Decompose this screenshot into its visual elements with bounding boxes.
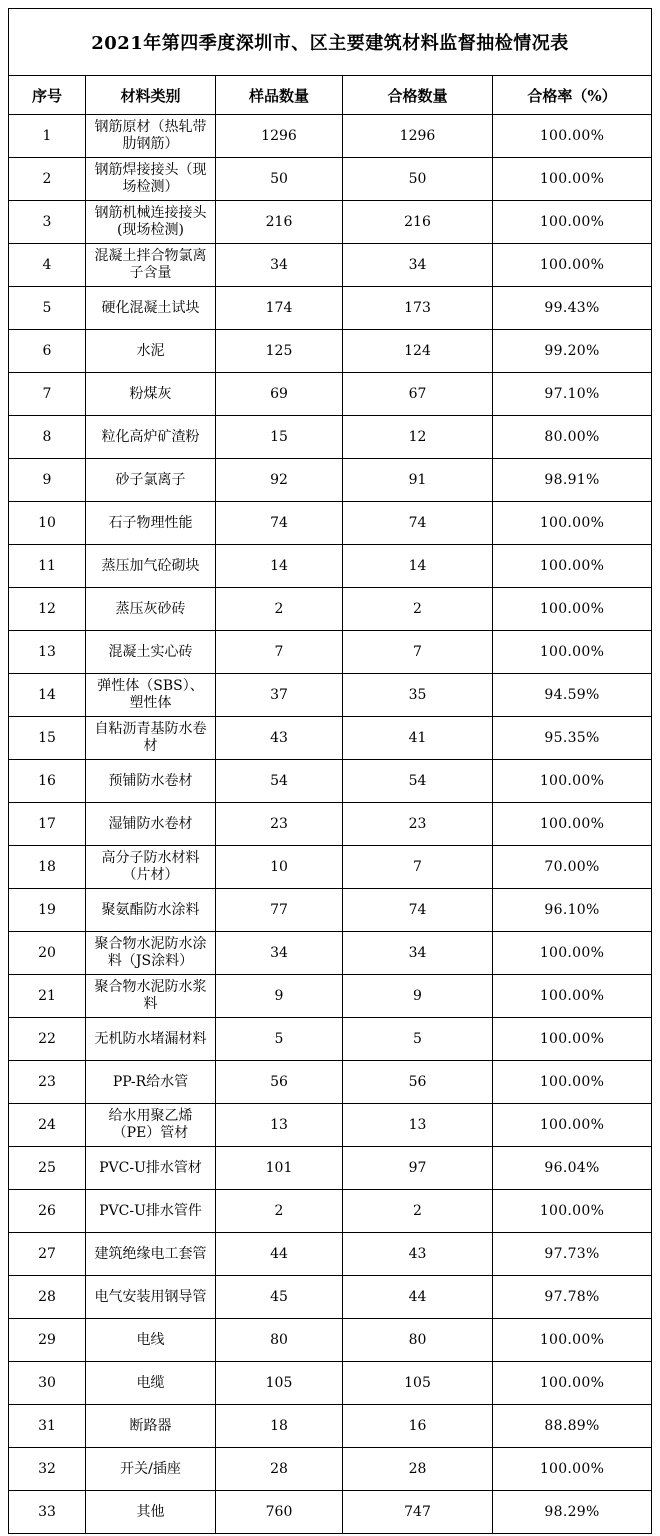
category-cell: 聚氨酯防水涂料 [86,889,216,932]
pass-rate-cell: 100.00% [493,631,652,674]
category-cell: 电线 [86,1319,216,1362]
table-row [9,1233,652,1276]
row-number-cell: 6 [9,330,86,373]
pass-rate-cell: 99.20% [493,330,652,373]
table-row [9,760,652,803]
sample-count-cell: 37 [216,674,343,717]
row-number-cell: 31 [9,1405,86,1448]
pass-rate-cell: 100.00% [493,1362,652,1405]
sample-count-cell: 174 [216,287,343,330]
table-row [9,1448,652,1491]
table-row [9,1276,652,1319]
row-number-cell: 9 [9,459,86,502]
table-row [9,717,652,760]
category-cell: 粉煤灰 [86,373,216,416]
table-row [9,1147,652,1190]
qualified-count-cell: 23 [343,803,493,846]
row-number-cell: 25 [9,1147,86,1190]
pass-rate-cell: 94.59% [493,674,652,717]
row-number-cell: 21 [9,975,86,1018]
inspection-table [8,8,652,1534]
category-cell: PVC-U排水管材 [86,1147,216,1190]
qualified-count-cell: 12 [343,416,493,459]
pass-rate-cell: 100.00% [493,932,652,975]
category-cell: 钢筋原材（热轧带肋钢筋） [86,115,216,158]
category-cell: 钢筋机械连接接头(现场检测) [86,201,216,244]
sample-count-cell: 105 [216,1362,343,1405]
category-cell: 电缆 [86,1362,216,1405]
pass-rate-cell: 97.10% [493,373,652,416]
row-number-cell: 27 [9,1233,86,1276]
pass-rate-cell: 98.29% [493,1491,652,1534]
table-row [9,1190,652,1233]
pass-rate-cell: 100.00% [493,1319,652,1362]
table-body [9,115,652,1534]
qualified-count-cell: 50 [343,158,493,201]
row-number-cell: 26 [9,1190,86,1233]
qualified-count-cell: 43 [343,1233,493,1276]
header-sample-count: 样品数量 [216,76,343,115]
row-number-cell: 10 [9,502,86,545]
sample-count-cell: 45 [216,1276,343,1319]
table-row [9,975,652,1018]
row-number-cell: 11 [9,545,86,588]
category-cell: 高分子防水材料（片材） [86,846,216,889]
sample-count-cell: 56 [216,1061,343,1104]
qualified-count-cell: 91 [343,459,493,502]
qualified-count-cell: 54 [343,760,493,803]
pass-rate-cell: 100.00% [493,1190,652,1233]
category-cell: 给水用聚乙烯（PE）管材 [86,1104,216,1147]
qualified-count-cell: 74 [343,502,493,545]
header-qualified-count: 合格数量 [343,76,493,115]
table-row [9,1362,652,1405]
row-number-cell: 14 [9,674,86,717]
row-number-cell: 7 [9,373,86,416]
row-number-cell: 4 [9,244,86,287]
sample-count-cell: 216 [216,201,343,244]
sample-count-cell: 2 [216,1190,343,1233]
table-row [9,631,652,674]
row-number-cell: 15 [9,717,86,760]
table-row [9,158,652,201]
table-row [9,1104,652,1147]
qualified-count-cell: 67 [343,373,493,416]
pass-rate-cell: 100.00% [493,1448,652,1491]
qualified-count-cell: 34 [343,244,493,287]
sample-count-cell: 15 [216,416,343,459]
qualified-count-cell: 9 [343,975,493,1018]
row-number-cell: 19 [9,889,86,932]
sample-count-cell: 34 [216,244,343,287]
sample-count-cell: 2 [216,588,343,631]
category-cell: 其他 [86,1491,216,1534]
sample-count-cell: 74 [216,502,343,545]
table-row [9,201,652,244]
row-number-cell: 16 [9,760,86,803]
pass-rate-cell: 96.04% [493,1147,652,1190]
qualified-count-cell: 28 [343,1448,493,1491]
sample-count-cell: 77 [216,889,343,932]
category-cell: 蒸压加气砼砌块 [86,545,216,588]
sample-count-cell: 125 [216,330,343,373]
table-row [9,545,652,588]
pass-rate-cell: 98.91% [493,459,652,502]
sample-count-cell: 760 [216,1491,343,1534]
table-row [9,287,652,330]
table-row [9,459,652,502]
qualified-count-cell: 44 [343,1276,493,1319]
title-row [9,9,652,76]
row-number-cell: 32 [9,1448,86,1491]
category-cell: 开关/插座 [86,1448,216,1491]
qualified-count-cell: 74 [343,889,493,932]
pass-rate-cell: 100.00% [493,1104,652,1147]
qualified-count-cell: 1296 [343,115,493,158]
table-row [9,502,652,545]
sample-count-cell: 50 [216,158,343,201]
pass-rate-cell: 97.73% [493,1233,652,1276]
table-row [9,115,652,158]
qualified-count-cell: 105 [343,1362,493,1405]
header-pass-rate: 合格率（%） [493,76,652,115]
qualified-count-cell: 56 [343,1061,493,1104]
table-row [9,932,652,975]
table-row [9,244,652,287]
qualified-count-cell: 34 [343,932,493,975]
category-cell: 建筑绝缘电工套管 [86,1233,216,1276]
table-row [9,1319,652,1362]
pass-rate-cell: 70.00% [493,846,652,889]
sample-count-cell: 92 [216,459,343,502]
pass-rate-cell: 100.00% [493,760,652,803]
sample-count-cell: 18 [216,1405,343,1448]
pass-rate-cell: 100.00% [493,588,652,631]
qualified-count-cell: 16 [343,1405,493,1448]
sample-count-cell: 34 [216,932,343,975]
category-cell: 钢筋焊接接头（现场检测） [86,158,216,201]
category-cell: 混凝土拌合物氯离子含量 [86,244,216,287]
pass-rate-cell: 100.00% [493,201,652,244]
category-cell: PVC-U排水管件 [86,1190,216,1233]
qualified-count-cell: 7 [343,631,493,674]
row-number-cell: 2 [9,158,86,201]
pass-rate-cell: 100.00% [493,975,652,1018]
qualified-count-cell: 5 [343,1018,493,1061]
row-number-cell: 23 [9,1061,86,1104]
category-cell: 断路器 [86,1405,216,1448]
qualified-count-cell: 2 [343,588,493,631]
row-number-cell: 24 [9,1104,86,1147]
pass-rate-cell: 100.00% [493,158,652,201]
qualified-count-cell: 80 [343,1319,493,1362]
sample-count-cell: 5 [216,1018,343,1061]
sample-count-cell: 101 [216,1147,343,1190]
qualified-count-cell: 173 [343,287,493,330]
row-number-cell: 5 [9,287,86,330]
category-cell: 混凝土实心砖 [86,631,216,674]
table-row [9,846,652,889]
table-row [9,889,652,932]
sample-count-cell: 54 [216,760,343,803]
qualified-count-cell: 35 [343,674,493,717]
pass-rate-cell: 95.35% [493,717,652,760]
category-cell: 硬化混凝土试块 [86,287,216,330]
row-number-cell: 28 [9,1276,86,1319]
sample-count-cell: 69 [216,373,343,416]
row-number-cell: 22 [9,1018,86,1061]
row-number-cell: 33 [9,1491,86,1534]
row-number-cell: 20 [9,932,86,975]
sample-count-cell: 23 [216,803,343,846]
table-row [9,373,652,416]
header-category: 材料类别 [86,76,216,115]
sample-count-cell: 44 [216,1233,343,1276]
sample-count-cell: 13 [216,1104,343,1147]
category-cell: 自粘沥青基防水卷材 [86,717,216,760]
row-number-cell: 13 [9,631,86,674]
category-cell: 砂子氯离子 [86,459,216,502]
table-row [9,330,652,373]
table-row [9,416,652,459]
qualified-count-cell: 97 [343,1147,493,1190]
pass-rate-cell: 100.00% [493,115,652,158]
category-cell: 弹性体（SBS）、塑性体 [86,674,216,717]
qualified-count-cell: 216 [343,201,493,244]
qualified-count-cell: 7 [343,846,493,889]
pass-rate-cell: 100.00% [493,803,652,846]
category-cell: 预铺防水卷材 [86,760,216,803]
table-row [9,1405,652,1448]
pass-rate-cell: 100.00% [493,244,652,287]
category-cell: 粒化高炉矿渣粉 [86,416,216,459]
category-cell: 聚合物水泥防水涂料（JS涂料） [86,932,216,975]
row-number-cell: 18 [9,846,86,889]
category-cell: 蒸压灰砂砖 [86,588,216,631]
row-number-cell: 29 [9,1319,86,1362]
sample-count-cell: 14 [216,545,343,588]
table-row [9,803,652,846]
category-cell: 聚合物水泥防水浆料 [86,975,216,1018]
pass-rate-cell: 88.89% [493,1405,652,1448]
category-cell: 电气安装用钢导管 [86,1276,216,1319]
category-cell: PP-R给水管 [86,1061,216,1104]
qualified-count-cell: 124 [343,330,493,373]
qualified-count-cell: 14 [343,545,493,588]
sample-count-cell: 9 [216,975,343,1018]
qualified-count-cell: 41 [343,717,493,760]
pass-rate-cell: 99.43% [493,287,652,330]
pass-rate-cell: 96.10% [493,889,652,932]
sample-count-cell: 28 [216,1448,343,1491]
qualified-count-cell: 2 [343,1190,493,1233]
pass-rate-cell: 80.00% [493,416,652,459]
sample-count-cell: 10 [216,846,343,889]
row-number-cell: 30 [9,1362,86,1405]
sample-count-cell: 43 [216,717,343,760]
row-number-cell: 8 [9,416,86,459]
table-title: 2021年第四季度深圳市、区主要建筑材料监督抽检情况表 [9,9,652,76]
row-number-cell: 3 [9,201,86,244]
table-row [9,1061,652,1104]
qualified-count-cell: 13 [343,1104,493,1147]
pass-rate-cell: 100.00% [493,545,652,588]
pass-rate-cell: 100.00% [493,1061,652,1104]
pass-rate-cell: 100.00% [493,502,652,545]
table-row [9,1491,652,1534]
row-number-cell: 17 [9,803,86,846]
category-cell: 湿铺防水卷材 [86,803,216,846]
category-cell: 无机防水堵漏材料 [86,1018,216,1061]
row-number-cell: 12 [9,588,86,631]
sample-count-cell: 7 [216,631,343,674]
sample-count-cell: 80 [216,1319,343,1362]
pass-rate-cell: 97.78% [493,1276,652,1319]
category-cell: 水泥 [86,330,216,373]
pass-rate-cell: 100.00% [493,1018,652,1061]
header-row [9,76,652,115]
table-row [9,1018,652,1061]
sample-count-cell: 1296 [216,115,343,158]
row-number-cell: 1 [9,115,86,158]
header-number: 序号 [9,76,86,115]
category-cell: 石子物理性能 [86,502,216,545]
table-row [9,588,652,631]
table-row [9,674,652,717]
qualified-count-cell: 747 [343,1491,493,1534]
